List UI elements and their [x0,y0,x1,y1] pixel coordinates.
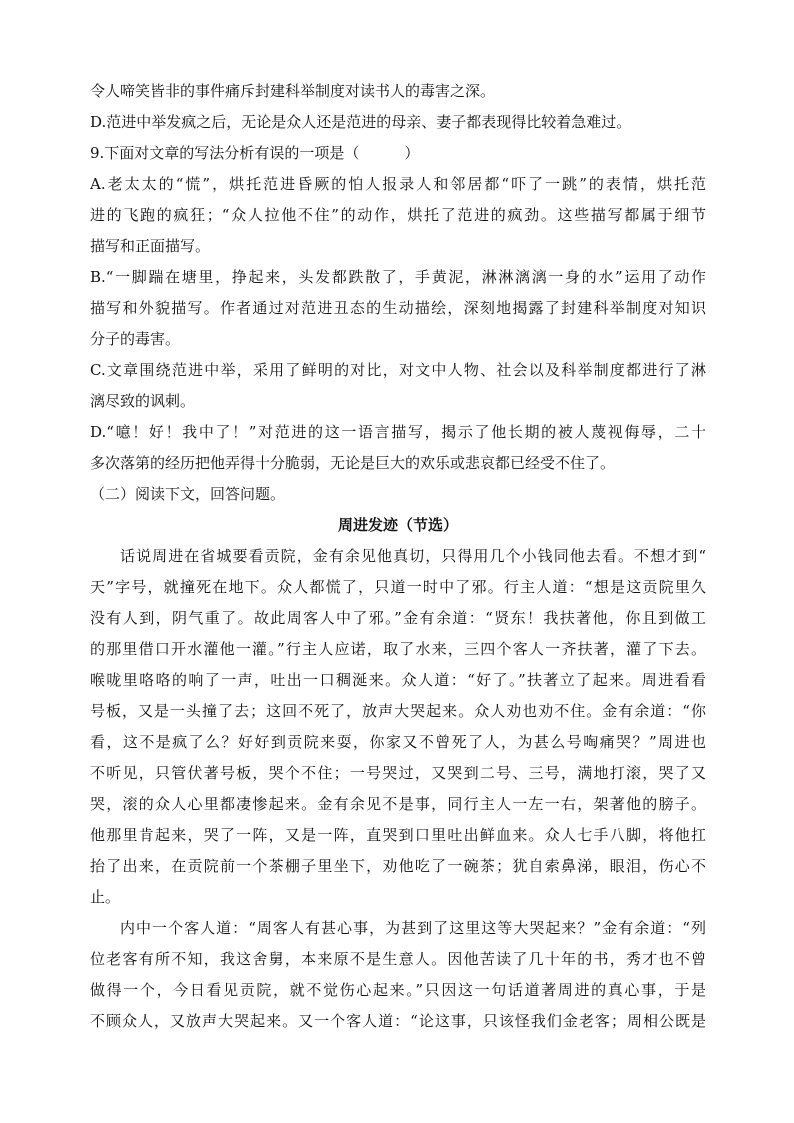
question-text-line: 多次落第的经历把他弄得十分脆弱，无论是巨大的欢乐或悲哀都已经受不住了。 [90,454,616,472]
question-text-line: D.范进中举发疯之后，无论是众人还是范进的母亲、妻子都表现得比较着急难过。 [90,113,632,131]
question-text-line: 漓尽致的讽刺。 [90,392,196,410]
question-text-line: B.“一脚踹在塘里，挣起来，头发都跌散了，手黄泥，淋淋漓漓一身的水”运用了动作 [90,268,706,286]
question-text-line: 令人啼笑皆非的事件痛斥封建科举制度对读书人的毒害之深。 [90,82,496,100]
passage-text-line: 看，这不是疯了么？好好到贡院来耍，你家又不曾死了人，为甚么号啕痛哭？”周进也 [90,733,706,751]
question-text-line: 描写和正面描写。 [90,237,211,255]
question-text-line: （二）阅读下文，回答问题。 [90,485,286,503]
passage-text-line: 哭，滚的众人心里都凄惨起来。金有余见不是事，同行主人一左一右，架著他的膀子。 [90,795,706,813]
question-text-line: C.文章围绕范进中举，采用了鲜明的对比，对文中人物、社会以及科举制度都进行了淋 [90,361,706,379]
question-text-line: 9.下面对文章的写法分析有误的一项是（ ） [90,144,420,162]
passage-text-line: 的那里借口开水灌他一灌。”行主人应诺，取了水来，三四个客人一齐扶著，灌了下去。 [90,640,706,658]
passage-title: 周进发迹（节选） [337,516,458,534]
passage-text-line: 号板，又是一头撞了去；这回不死了，放声大哭起来。众人劝也劝不住。金有余道：“你 [90,702,706,720]
question-text-line: 描写和外貌描写。作者通过对范进丑态的生动描绘，深刻地揭露了封建科举制度对知识 [90,299,706,317]
question-text-line: D.“噫！好！我中了！”对范进的这一语言描写，揭示了他长期的被人蔑视侮辱，二十 [90,423,706,441]
passage-text-line: 没有人到，阴气重了。故此周客人中了邪。”金有余道：“贤东！我扶著他，你且到做工 [90,609,706,627]
passage-text-line: 不顾众人，又放声大哭起来。又一个客人道：“论这事，只该怪我们金老客；周相公既是 [90,1012,706,1030]
passage-text-line: 止。 [90,888,121,906]
passage-text-line: 不听见，只管伏著号板，哭个不住；一号哭过，又哭到二号、三号，满地打滚，哭了又 [90,764,706,782]
passage-text-line: 抬了出来，在贡院前一个茶棚子里坐下，劝他吃了一碗茶；犹自索鼻涕，眼泪，伤心不 [90,857,706,875]
passage-body [90,541,706,1037]
passage-text-line: 位老客有所不知，我这舍舅，本来原不是生意人。因他苦读了几十年的书，秀才也不曾 [90,950,706,968]
question-text-line: 进的飞跑的疯狂；“众人拉他不住”的动作，烘托了范进的疯劲。这些描写都属于细节 [90,206,706,224]
passage-text-line: 喉咙里咯咯的响了一声，吐出一口稠涎来。众人道：“好了。”扶著立了起来。周进看看 [90,671,706,689]
question-text-line: A.老太太的“慌”，烘托范进昏厥的怕人报录人和邻居都“吓了一跳”的表情，烘托范 [90,175,706,193]
passage-text-line: 天”字号，就撞死在地下。众人都慌了，只道一时中了邪。行主人道：“想是这贡院里久 [90,578,706,596]
passage-text-line: 他那里肯起来，哭了一阵，又是一阵，直哭到口里吐出鲜血来。众人七手八脚，将他扛 [90,826,706,844]
question-section [90,76,706,510]
passage-text-line: 话说周进在省城要看贡院，金有余见他真切，只得用几个小钱同他去看。不想才到“ [120,547,706,565]
passage-text-line: 内中一个客人道：“周客人有甚心事，为甚到了这里这等大哭起来？”金有余道：“列 [120,919,706,937]
passage-text-line: 做得一个，今日看见贡院，就不觉伤心起来。”只因这一句话道著周进的真心事，于是 [90,981,706,999]
document-page [90,76,706,1037]
question-text-line: 分子的毒害。 [90,330,181,348]
